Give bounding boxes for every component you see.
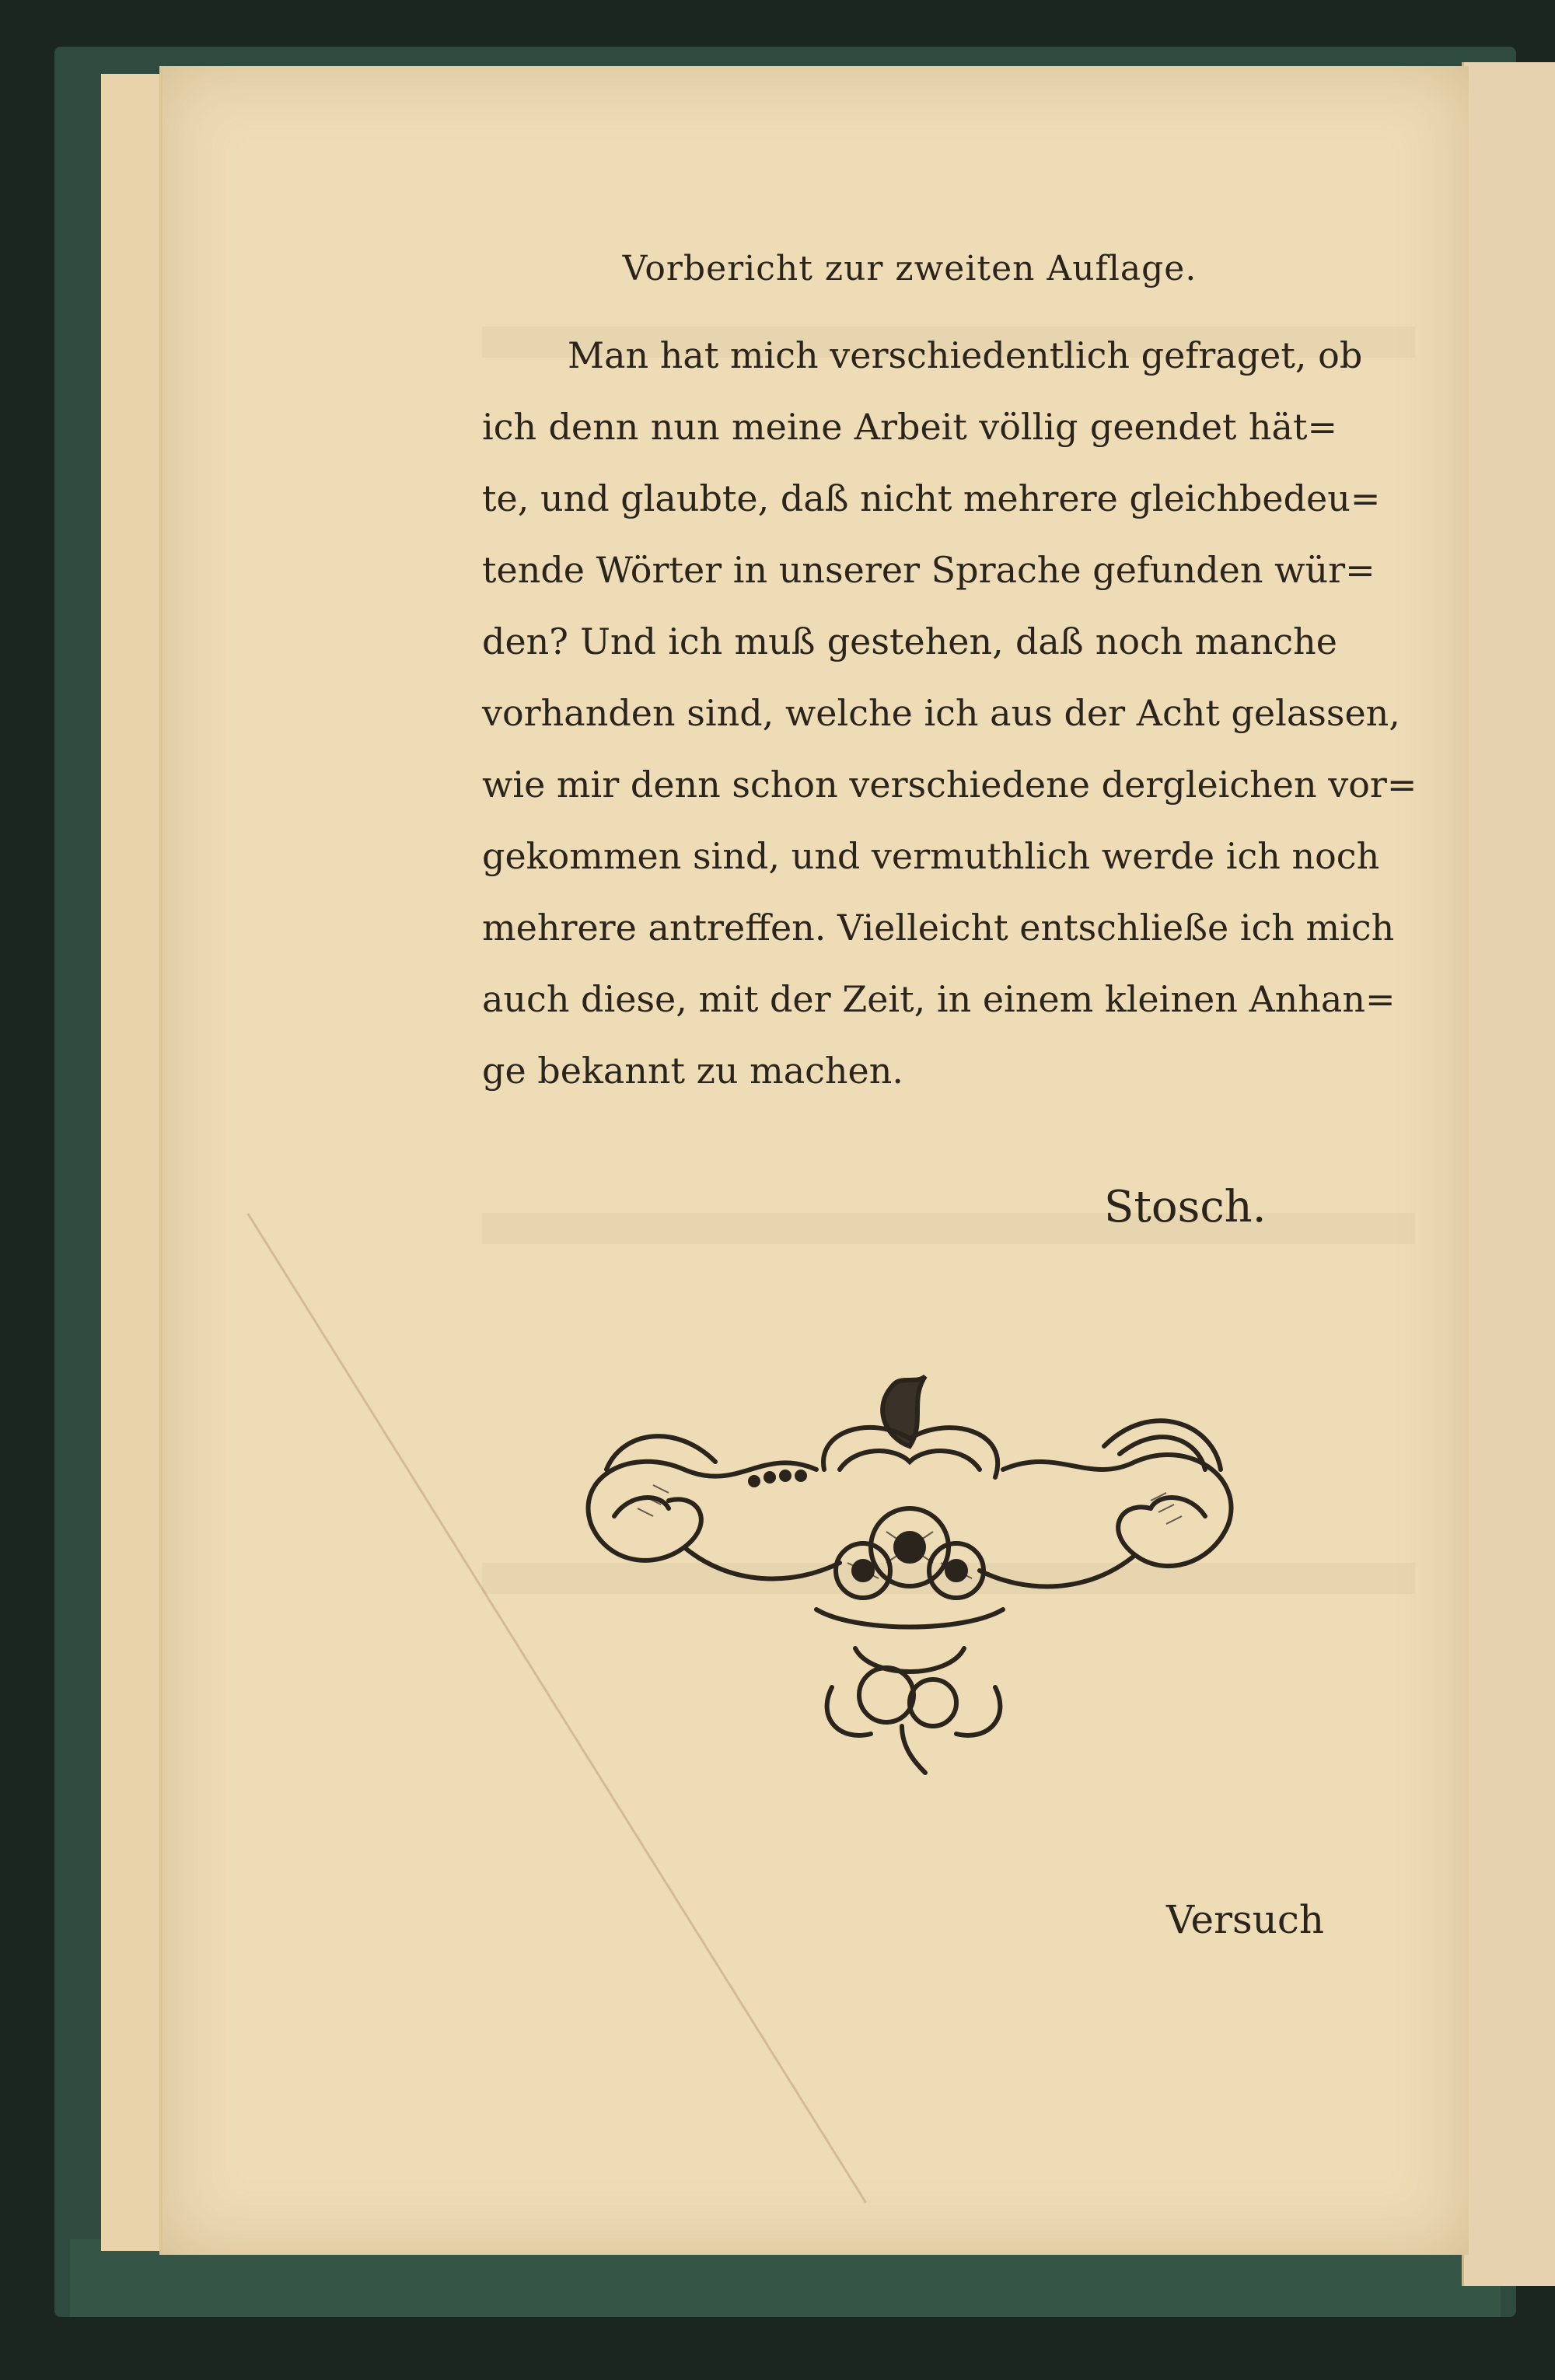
text-line: mehrere antreffen. Vielleicht entschließe ich mich bbox=[482, 907, 1395, 949]
text-line: ge bekannt zu machen. bbox=[482, 1050, 904, 1092]
page-title: Vorbericht zur zweiten Auflage. bbox=[622, 249, 1197, 288]
rococo-vignette-icon bbox=[560, 1353, 1260, 1788]
catchword: Versuch bbox=[1166, 1897, 1325, 1942]
text-line: te, und glaubte, daß nicht mehrere gleichbedeu= bbox=[482, 477, 1381, 519]
text-line: tende Wörter in unserer Sprache gefunden wür= bbox=[482, 549, 1375, 591]
text-line: gekommen sind, und vermuthlich werde ich noch bbox=[482, 835, 1380, 877]
adjacent-page-edge bbox=[1462, 62, 1555, 2286]
show-through-shadow bbox=[482, 1213, 1415, 1244]
text-line: ich denn nun meine Arbeit völlig geendet hät= bbox=[482, 406, 1337, 448]
text-line: wie mir denn schon verschiedene dergleichen vor= bbox=[482, 764, 1417, 806]
preface-text bbox=[482, 249, 1417, 1106]
text-line: auch diese, mit der Zeit, in einem kleinen Anhan= bbox=[482, 978, 1396, 1020]
text-line: vorhanden sind, welche ich aus der Acht gelassen, bbox=[482, 692, 1400, 734]
text-line: Man hat mich verschiedentlich gefraget, ob bbox=[568, 334, 1363, 376]
text-line: den? Und ich muß gestehen, daß noch manche bbox=[482, 620, 1337, 662]
page-stack-edge bbox=[101, 74, 165, 2251]
author-signature: Stosch. bbox=[1104, 1182, 1267, 1232]
